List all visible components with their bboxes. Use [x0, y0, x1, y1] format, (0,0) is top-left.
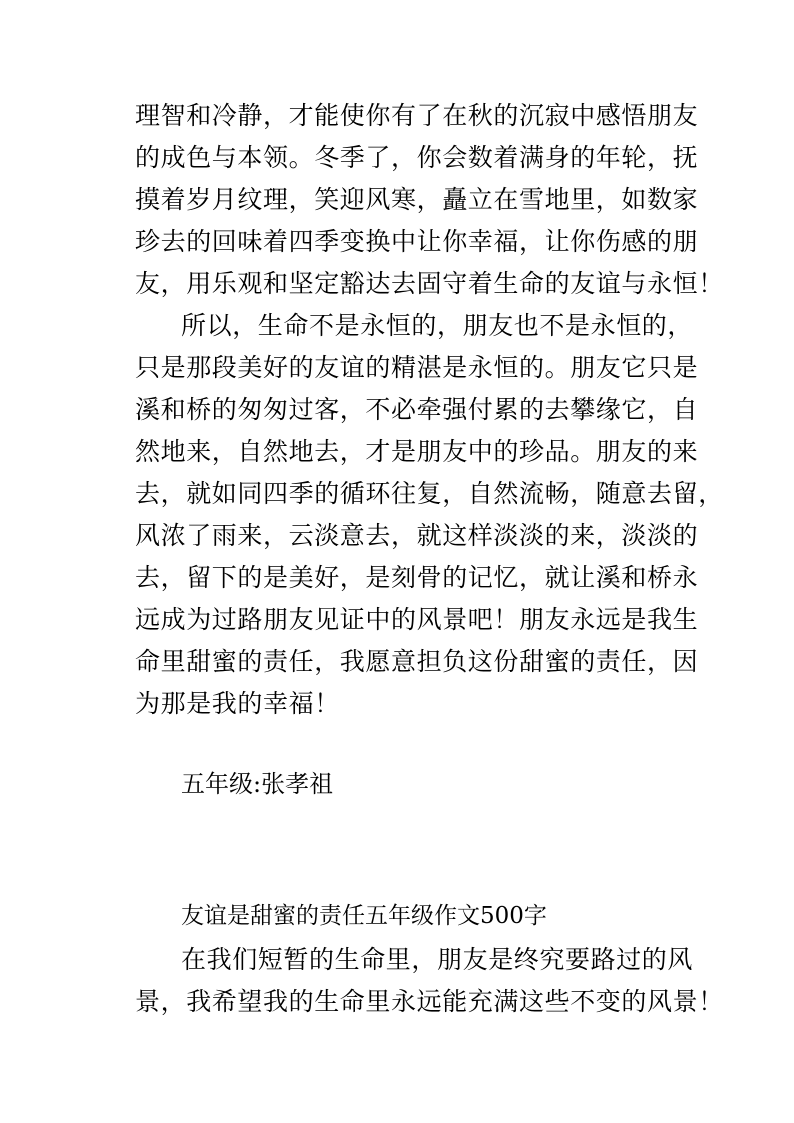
- paragraph-line: 只是那段美好的友谊的精湛是永恒的。朋友它只是: [135, 353, 699, 382]
- paragraph-line: 风浓了雨来，云淡意去，就这样淡淡的来，淡淡的: [135, 521, 699, 550]
- paragraph-line: 命里甜蜜的责任，我愿意担负这份甜蜜的责任，因: [135, 647, 699, 676]
- paragraph-line: 在我们短暂的生命里，朋友是终究要路过的风: [181, 945, 694, 974]
- paragraph-line: 珍去的回味着四季变换中让你幸福，让你伤感的朋: [135, 227, 699, 256]
- paragraph-line: 理智和冷静，才能使你有了在秋的沉寂中感悟朋友: [135, 101, 699, 130]
- paragraph-line: 的成色与本领。冬季了，你会数着满身的年轮，抚: [135, 143, 699, 172]
- essay-title: 友谊是甜蜜的责任五年级作文500字: [181, 903, 547, 929]
- paragraph-line: 溪和桥的匆匆过客，不必牵强付累的去攀缘它，自: [135, 395, 699, 424]
- author-signature: 五年级:张孝祖: [181, 770, 334, 798]
- paragraph-line: 为那是我的幸福！: [135, 689, 340, 718]
- paragraph-line: 摸着岁月纹理，笑迎风寒，矗立在雪地里，如数家: [135, 185, 699, 214]
- paragraph-line: 去，就如同四季的循环往复，自然流畅，随意去留，: [135, 479, 724, 508]
- paragraph-line: 然地来，自然地去，才是朋友中的珍品。朋友的来: [135, 437, 699, 466]
- paragraph-line: 景，我希望我的生命里永远能充满这些不变的风景！: [135, 987, 724, 1016]
- paragraph-line: 所以，生命不是永恒的，朋友也不是永恒的，: [181, 311, 694, 340]
- paragraph-line: 友，用乐观和坚定豁达去固守着生命的友谊与永恒！: [135, 269, 724, 298]
- paragraph-line: 远成为过路朋友见证中的风景吧！朋友永远是我生: [135, 605, 699, 634]
- paragraph-line: 去，留下的是美好，是刻骨的记忆，就让溪和桥永: [135, 563, 699, 592]
